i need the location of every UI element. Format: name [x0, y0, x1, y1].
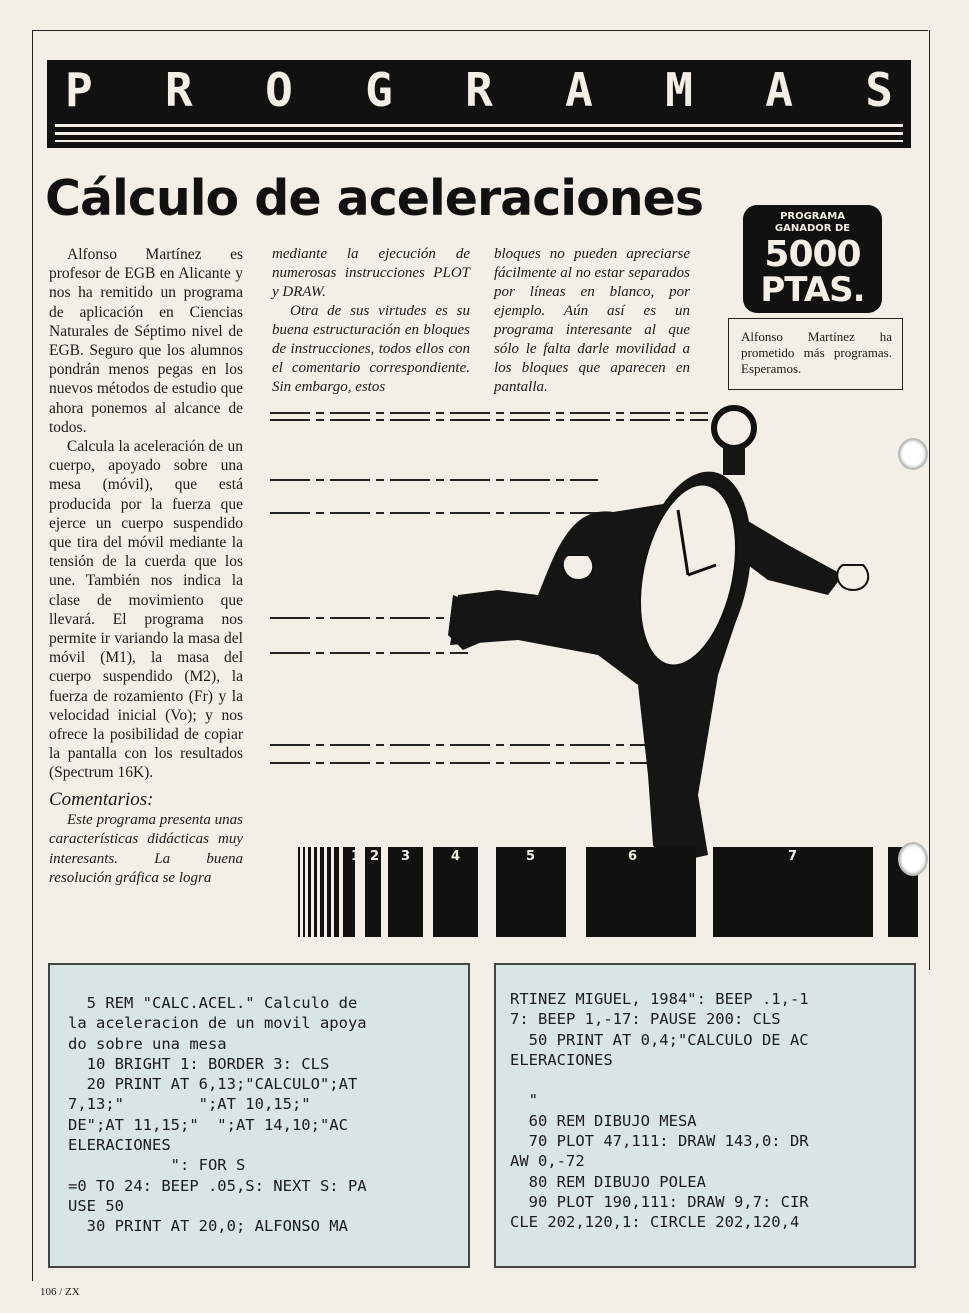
- code-listing-right: [494, 963, 916, 1268]
- banner-letter: R: [465, 63, 493, 117]
- bar-label: 7: [788, 849, 798, 864]
- code-line: ": [510, 1091, 538, 1110]
- bar-label: 4: [451, 849, 461, 864]
- paragraph: Otra de sus virtudes es su buena estructuración en bloques de instrucciones, todos ellos con el comentario correspondiente. Sin embargo, estos: [272, 303, 470, 395]
- code-line: 50 PRINT AT 0,4;"CALCULO DE AC: [510, 1030, 809, 1049]
- banner-letter: G: [365, 63, 393, 117]
- code-line: 90 PLOT 190,111: DRAW 9,7: CIR: [510, 1192, 809, 1211]
- code-line: CLE 202,120,1: CIRCLE 202,120,4: [510, 1213, 800, 1232]
- banner-letter: A: [565, 63, 593, 117]
- code-line: AW 0,-72: [510, 1152, 585, 1171]
- code-line: ELERACIONES: [510, 1050, 613, 1069]
- bar-label: 5: [526, 849, 536, 864]
- clock-crown: [714, 408, 754, 448]
- code-line: =0 TO 24: BEEP .05,S: NEXT S: PA: [68, 1176, 367, 1195]
- finish-bars: [298, 847, 918, 937]
- section-banner: [47, 60, 911, 148]
- code-line: 7,13;" ";AT 10,15;": [68, 1095, 311, 1114]
- bar-label: 3: [401, 849, 411, 864]
- page-frame-right: [929, 30, 930, 970]
- code-line: 30 PRINT AT 20,0; ALFONSO MA: [68, 1217, 348, 1236]
- code-line: DE";AT 11,15;" ";AT 14,10;"AC: [68, 1115, 348, 1134]
- text-column-2: [272, 245, 470, 397]
- badge-line2: GANADOR DE: [774, 223, 851, 234]
- banner-letter: M: [665, 63, 693, 117]
- running-clock-illustration: [268, 395, 928, 940]
- code-line: ELERACIONES: [68, 1136, 171, 1155]
- badge-currency: PTAS.: [760, 270, 865, 310]
- banner-stripe: [55, 132, 903, 135]
- code-line: 60 REM DIBUJO MESA: [510, 1111, 697, 1130]
- runner-hand-left: [563, 555, 593, 580]
- code-line: 70 PLOT 47,111: DRAW 143,0: DR: [510, 1132, 809, 1151]
- code-line: do sobre una mesa: [68, 1034, 227, 1053]
- code-line: 7: BEEP 1,-17: PAUSE 200: CLS: [510, 1010, 781, 1029]
- subheading: Comentarios:: [49, 788, 154, 810]
- code-listing-left: [48, 963, 470, 1268]
- badge-note: Alfonso Martínez ha prometido más programas. Esperamos.: [728, 318, 903, 390]
- code-line: ": FOR S: [68, 1156, 246, 1175]
- bar-label: 6: [628, 849, 638, 864]
- bar-label: 1: [351, 849, 361, 864]
- code-line: [510, 1070, 906, 1090]
- badge-amount: 5000: [764, 234, 861, 275]
- text-column-1: [49, 245, 243, 889]
- paragraph: Este programa presenta unas características didácticas muy interesants. La buena resolución gráfica se logra: [49, 811, 243, 887]
- punch-hole: [898, 842, 928, 876]
- prize-badge: [743, 205, 882, 313]
- badge-line1: PROGRAMA: [780, 211, 845, 222]
- banner-letter: A: [765, 63, 793, 117]
- paragraph: Alfonso Martínez es profesor de EGB en Alicante y nos ha remitido un programa de aplicación en Ciencias Naturales de Séptimo nivel de EGB. Seguro que los alumnos pondrán menos pegas en los nuevos métodos de estudio que ahora ponemos al alcance de todos.: [49, 246, 243, 436]
- banner-letters: [47, 60, 911, 120]
- code-line: RTINEZ MIGUEL, 1984": BEEP .1,-1: [510, 990, 809, 1008]
- banner-stripe: [55, 124, 903, 127]
- banner-letter: R: [165, 63, 193, 117]
- code-line: la aceleracion de un movil apoya: [68, 1014, 367, 1033]
- code-line: USE 50: [68, 1196, 124, 1215]
- punch-hole: [898, 438, 928, 470]
- banner-letter: O: [265, 63, 293, 117]
- banner-stripe: [55, 140, 903, 142]
- code-line: 80 REM DIBUJO POLEA: [510, 1172, 706, 1191]
- code-line: 5 REM "CALC.ACEL." Calculo de: [68, 994, 358, 1012]
- banner-letter: P: [65, 63, 93, 117]
- page-footer: 106 / ZX: [40, 1286, 80, 1298]
- runner-hand-right: [837, 565, 868, 590]
- paragraph: bloques no pueden apreciarse fácilmente al no estar separados por líneas en blanco, por ejemplo. Aún así es un programa interesante al que sólo le falta darle movilidad a los bloques que aparecen en pantalla.: [494, 246, 690, 395]
- code-line: 20 PRINT AT 6,13;"CALCULO";AT: [68, 1075, 358, 1094]
- text-column-3: [494, 245, 690, 397]
- paragraph: mediante la ejecución de numerosas instrucciones PLOT y DRAW.: [272, 246, 470, 300]
- article-title: Cálculo de aceleraciones: [45, 170, 704, 227]
- code-line: 10 BRIGHT 1: BORDER 3: CLS: [68, 1054, 330, 1073]
- bar-label: 2: [370, 849, 380, 864]
- banner-letter: S: [865, 63, 893, 117]
- paragraph: Calcula la aceleración de un cuerpo, apoyado sobre una mesa (móvil), que está producida por la fuerza que ejerce un cuerpo suspendido que tira del móvil mediante la tensión de la cuerda que los une. También nos indica la clase de movimiento que llevará. El programa nos permite ir variando la masa del móvil (M1), la masa del cuerpo suspendido (M2), la fuerza de rozamiento (Fr) y la velocidad inicial (Vo); y nos ofrece la posibilidad de copiar la pantalla con los resultados (Spectrum 16K).: [49, 438, 243, 782]
